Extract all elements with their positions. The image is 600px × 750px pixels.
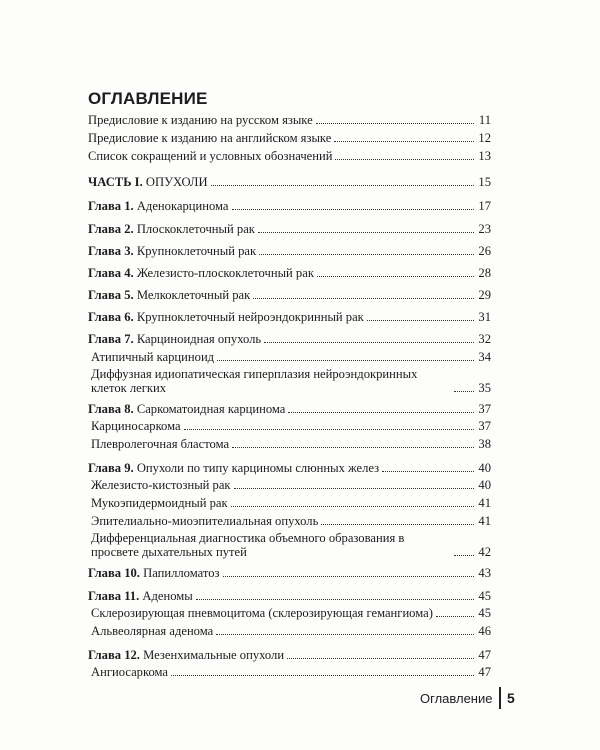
entry-page: 28 bbox=[478, 266, 491, 280]
entry-label: Глава 4. bbox=[88, 266, 134, 280]
entry-text: Железисто-плоскоклеточный рак bbox=[136, 266, 314, 280]
leader-dots bbox=[216, 633, 474, 635]
entry-page: 31 bbox=[478, 310, 491, 324]
leader-dots bbox=[288, 411, 474, 413]
entry-page: 42 bbox=[478, 545, 491, 559]
leader-dots bbox=[334, 140, 474, 142]
toc-sub-entry[interactable] bbox=[91, 496, 491, 510]
leader-dots bbox=[184, 428, 474, 430]
leader-dots bbox=[335, 158, 474, 160]
entry-text: Карциноидная опухоль bbox=[136, 332, 262, 346]
toc-chapter-entry[interactable] bbox=[88, 332, 491, 346]
leader-dots bbox=[258, 231, 474, 233]
toc-chapter-entry[interactable] bbox=[88, 288, 491, 302]
toc-chapter-entry[interactable] bbox=[88, 310, 491, 324]
entry-text: Мелкоклеточный рак bbox=[136, 288, 251, 302]
page-number: 5 bbox=[506, 690, 515, 706]
entry-label: Глава 5. bbox=[88, 288, 134, 302]
leader-dots bbox=[223, 575, 475, 577]
entry-page: 12 bbox=[478, 131, 491, 145]
entry-text: Атипичный карциноид bbox=[91, 350, 215, 364]
entry-text: Дифференциальная диагностика объемного образования в просвете дыхательных путей bbox=[91, 531, 405, 559]
leader-dots bbox=[232, 446, 474, 448]
entry-text: Диффузная идиопатическая гиперплазия нейроэндокринных клеток легких bbox=[91, 367, 418, 395]
entry-text: Предисловие к изданию на английском языке bbox=[88, 131, 332, 145]
toc-sub-entry[interactable] bbox=[91, 665, 491, 679]
toc-chapter-entry[interactable] bbox=[88, 199, 491, 213]
leader-dots bbox=[234, 487, 474, 489]
leader-dots bbox=[264, 341, 474, 343]
toc-sub-entry[interactable] bbox=[91, 478, 491, 492]
entry-page: 45 bbox=[478, 606, 491, 620]
entry-label: Глава 9. bbox=[88, 461, 134, 475]
entry-label: Глава 11. bbox=[88, 589, 140, 603]
entry-text: Альвеолярная аденома bbox=[91, 624, 214, 638]
entry-page: 46 bbox=[478, 624, 491, 638]
entry-text: Мезенхимальные опухоли bbox=[143, 648, 285, 662]
footer-divider bbox=[499, 687, 501, 709]
leader-dots bbox=[253, 297, 474, 299]
toc-sub-entry[interactable] bbox=[91, 367, 491, 395]
toc-chapter-entry[interactable] bbox=[88, 589, 491, 603]
leader-dots bbox=[211, 184, 474, 186]
entry-label: Глава 7. bbox=[88, 332, 134, 346]
leader-dots bbox=[231, 505, 474, 507]
toc-part-entry[interactable] bbox=[88, 175, 491, 189]
entry-page: 23 bbox=[478, 222, 491, 236]
entry-page: 41 bbox=[478, 514, 491, 528]
entry-page: 29 bbox=[478, 288, 491, 302]
entry-text: Опухоли по типу карциномы слюнных желез bbox=[136, 461, 380, 475]
toc-entry[interactable] bbox=[88, 149, 491, 163]
entry-text: Крупноклеточный нейроэндокринный рак bbox=[136, 310, 364, 324]
toc-sub-entry[interactable] bbox=[91, 514, 491, 528]
entry-text: Ангиосаркома bbox=[91, 665, 168, 679]
entry-page: 35 bbox=[478, 381, 491, 395]
entry-label: Глава 6. bbox=[88, 310, 134, 324]
leader-dots bbox=[454, 390, 474, 392]
leader-dots bbox=[232, 208, 474, 210]
entry-text: Список сокращений и условных обозначений bbox=[88, 149, 333, 163]
entry-page: 47 bbox=[478, 665, 491, 679]
entry-label: Глава 1. bbox=[88, 199, 134, 213]
toc-chapter-entry[interactable] bbox=[88, 222, 491, 236]
leader-dots bbox=[321, 523, 474, 525]
toc-sub-entry[interactable] bbox=[91, 437, 491, 451]
leader-dots bbox=[171, 674, 474, 676]
entry-text: Папилломатоз bbox=[143, 566, 220, 580]
leader-dots bbox=[287, 657, 474, 659]
entry-page: 13 bbox=[478, 149, 491, 163]
leader-dots bbox=[259, 253, 474, 255]
toc-chapter-entry[interactable] bbox=[88, 244, 491, 258]
entry-label: ЧАСТЬ I. bbox=[88, 175, 143, 189]
entry-page: 26 bbox=[478, 244, 491, 258]
entry-text: Мукоэпидермоидный рак bbox=[91, 496, 228, 510]
entry-page: 37 bbox=[478, 419, 491, 433]
entry-label: Глава 10. bbox=[88, 566, 140, 580]
entry-page: 11 bbox=[478, 113, 491, 127]
page-footer bbox=[420, 687, 515, 709]
entry-page: 17 bbox=[478, 199, 491, 213]
toc-chapter-entry[interactable] bbox=[88, 402, 491, 416]
leader-dots bbox=[317, 275, 474, 277]
entry-text: Эпителиально-миоэпителиальная опухоль bbox=[91, 514, 319, 528]
entry-text: Крупноклеточный рак bbox=[136, 244, 257, 258]
toc-sub-entry[interactable] bbox=[91, 531, 491, 559]
toc-sub-entry[interactable] bbox=[91, 419, 491, 433]
entry-page: 32 bbox=[478, 332, 491, 346]
leader-dots bbox=[436, 615, 474, 617]
footer-section-title: Оглавление bbox=[420, 690, 493, 706]
toc-sub-entry[interactable] bbox=[91, 350, 491, 364]
leader-dots bbox=[316, 122, 474, 124]
leader-dots bbox=[454, 554, 474, 556]
entry-page: 41 bbox=[478, 496, 491, 510]
entry-label: Глава 3. bbox=[88, 244, 134, 258]
entry-page: 37 bbox=[478, 402, 491, 416]
entry-page: 38 bbox=[478, 437, 491, 451]
toc-chapter-entry[interactable] bbox=[88, 266, 491, 280]
entry-text: Аденокарцинома bbox=[136, 199, 229, 213]
entry-text: Аденомы bbox=[142, 589, 193, 603]
toc-sub-entry[interactable] bbox=[91, 624, 491, 638]
toc-chapter-entry[interactable] bbox=[88, 566, 491, 580]
toc-entry[interactable] bbox=[88, 113, 491, 127]
entry-page: 45 bbox=[478, 589, 491, 603]
entry-page: 15 bbox=[478, 175, 491, 189]
entry-text: Железисто-кистозный рак bbox=[91, 478, 231, 492]
entry-page: 40 bbox=[478, 461, 491, 475]
entry-page: 47 bbox=[478, 648, 491, 662]
entry-text: Склерозирующая пневмоцитома (склерозирующая гемангиома) bbox=[91, 606, 433, 620]
entry-page: 43 bbox=[478, 566, 491, 580]
toc-chapter-entry[interactable] bbox=[88, 461, 491, 475]
entry-page: 40 bbox=[478, 478, 491, 492]
entry-text: Плевролегочная бластома bbox=[91, 437, 230, 451]
leader-dots bbox=[217, 359, 474, 361]
entry-text: Плоскоклеточный рак bbox=[136, 222, 255, 236]
entry-text: Саркоматоидная карцинома bbox=[136, 402, 286, 416]
toc-sub-entry[interactable] bbox=[91, 606, 491, 620]
entry-page: 34 bbox=[478, 350, 491, 364]
leader-dots bbox=[367, 319, 474, 321]
leader-dots bbox=[382, 470, 474, 472]
entry-label: Глава 12. bbox=[88, 648, 140, 662]
toc-chapter-entry[interactable] bbox=[88, 648, 491, 662]
toc-entry[interactable] bbox=[88, 131, 491, 145]
toc-title: ОГЛАВЛЕНИЕ bbox=[88, 89, 208, 108]
leader-dots bbox=[196, 598, 474, 600]
entry-label: Глава 2. bbox=[88, 222, 134, 236]
entry-text: Карциносаркома bbox=[91, 419, 181, 433]
entry-label: Глава 8. bbox=[88, 402, 134, 416]
entry-text: ОПУХОЛИ bbox=[145, 175, 208, 189]
entry-text: Предисловие к изданию на русском языке bbox=[88, 113, 313, 127]
